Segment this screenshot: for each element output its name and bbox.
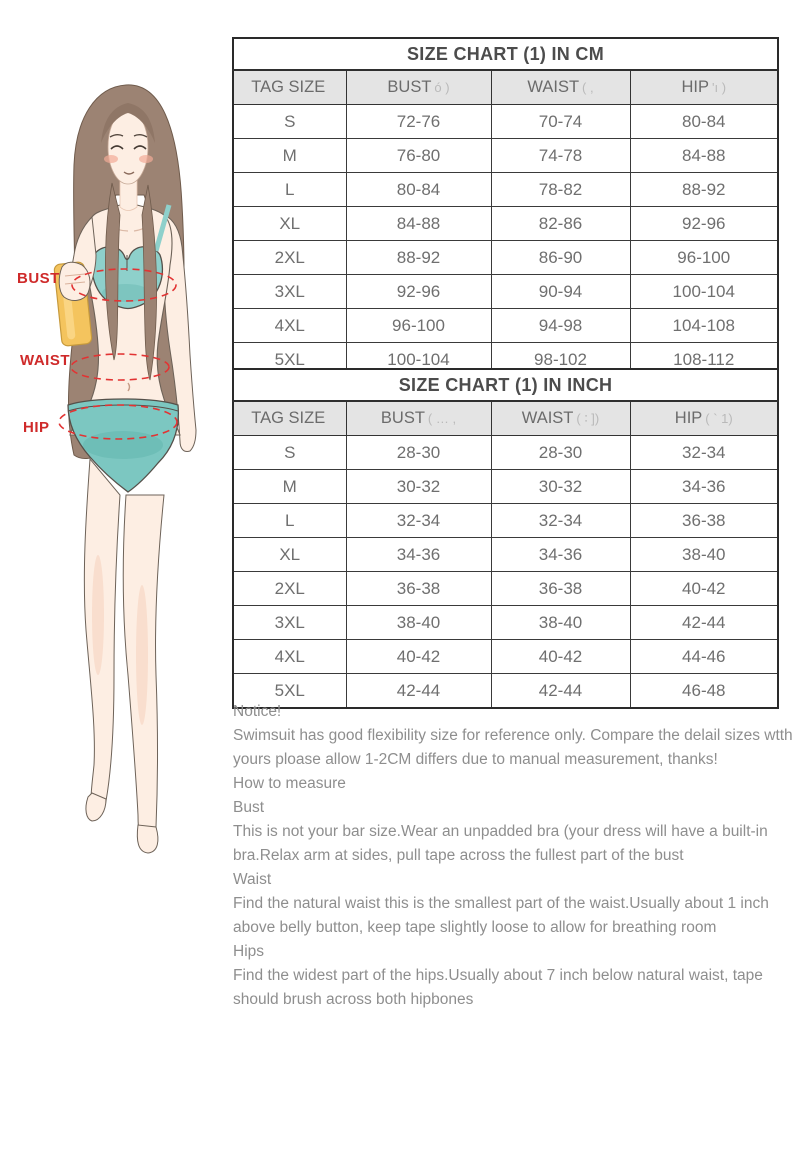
measurement-cell: 32-34 — [346, 504, 491, 538]
erased-text-remnant: ( … , — [427, 411, 457, 426]
model-illustration — [0, 0, 232, 900]
measurement-cell: 78-82 — [491, 173, 630, 207]
notice-line: Bust — [233, 799, 265, 816]
size-row — [233, 309, 778, 343]
column-label: TAG SIZE — [251, 78, 326, 96]
notice-line: yours ploase allow 1-2CM differs due to manual measurement, thanks! — [233, 751, 718, 768]
notice-line: Find the widest part of the hips.Usually about 7 inch below natural waist, tape — [233, 967, 763, 984]
measurement-cell: 42-44 — [491, 674, 630, 709]
tag-size-cell: 2XL — [233, 572, 346, 606]
right-foot — [137, 825, 158, 853]
tag-size-cell: 5XL — [233, 343, 346, 378]
column-label: HIP — [674, 409, 703, 427]
measurement-cell: 74-78 — [491, 139, 630, 173]
measurement-cell: 40-42 — [491, 640, 630, 674]
size-row — [233, 572, 778, 606]
measurement-cell: 98-102 — [491, 343, 630, 378]
measurement-cell: 46-48 — [630, 674, 778, 709]
measurement-cell: 32-34 — [630, 436, 778, 470]
cm-table-title: SIZE CHART (1) IN CM — [233, 38, 778, 70]
notice-line: Notice! — [233, 703, 282, 720]
woman-illustration-graphic — [8, 55, 233, 855]
measurement-cell: 36-38 — [491, 572, 630, 606]
measurement-cell: 92-96 — [346, 275, 491, 309]
leg-shade — [136, 585, 148, 725]
measurement-cell: 100-104 — [630, 275, 778, 309]
measurement-cell: 40-42 — [630, 572, 778, 606]
size-row — [233, 504, 778, 538]
blush-left — [104, 155, 118, 163]
notice-line: Find the natural waist this is the smallest part of the waist.Usually about 1 inch — [233, 895, 769, 912]
erased-text-remnant: ( ` 1) — [705, 411, 733, 426]
tag-size-cell: 4XL — [233, 640, 346, 674]
inch-column-header-bust — [346, 401, 491, 436]
measurement-cell: 30-32 — [491, 470, 630, 504]
measurement-cell: 72-76 — [346, 105, 491, 139]
column-label: WAIST — [521, 409, 574, 427]
left-foot — [86, 793, 106, 821]
notice-line: Waist — [233, 871, 272, 888]
tag-size-cell: L — [233, 173, 346, 207]
measurement-cell: 44-46 — [630, 640, 778, 674]
measurement-cell: 104-108 — [630, 309, 778, 343]
measurement-cell: 88-92 — [630, 173, 778, 207]
cm-column-header-bust — [346, 70, 491, 105]
size-row — [233, 241, 778, 275]
measurement-cell: 36-38 — [630, 504, 778, 538]
measurement-cell: 38-40 — [630, 538, 778, 572]
size-row — [233, 470, 778, 504]
size-row — [233, 606, 778, 640]
tag-size-cell: 3XL — [233, 275, 346, 309]
inch-column-header-waist — [491, 401, 630, 436]
column-label: WAIST — [527, 78, 580, 96]
measurement-cell: 82-86 — [491, 207, 630, 241]
cm-column-header-tag-size — [233, 70, 346, 105]
measurement-cell: 96-100 — [346, 309, 491, 343]
inch-table-title: SIZE CHART (1) IN INCH — [233, 369, 778, 401]
notice-line: Swimsuit has good flexibility size for reference only. Compare the delail sizes wtth — [233, 727, 793, 744]
measurement-cell: 30-32 — [346, 470, 491, 504]
measurement-cell: 40-42 — [346, 640, 491, 674]
measurement-cell: 70-74 — [491, 105, 630, 139]
notice-line: How to measure — [233, 775, 346, 792]
measurement-cell: 34-36 — [491, 538, 630, 572]
measurement-cell: 42-44 — [346, 674, 491, 709]
measurement-cell: 90-94 — [491, 275, 630, 309]
tag-size-cell: XL — [233, 207, 346, 241]
erased-text-remnant: ( , — [582, 80, 594, 95]
measurement-cell: 92-96 — [630, 207, 778, 241]
inch-header-row — [233, 401, 778, 436]
measurement-cell: 42-44 — [630, 606, 778, 640]
size-row — [233, 207, 778, 241]
size-row — [233, 139, 778, 173]
size-row — [233, 173, 778, 207]
measurement-cell: 36-38 — [346, 572, 491, 606]
measurement-cell: 100-104 — [346, 343, 491, 378]
tag-size-cell: 4XL — [233, 309, 346, 343]
measurement-cell: 28-30 — [346, 436, 491, 470]
bikini-shade — [83, 431, 163, 459]
measurement-cell: 38-40 — [491, 606, 630, 640]
measurement-cell: 28-30 — [491, 436, 630, 470]
inch-column-header-hip — [630, 401, 778, 436]
column-label: BUST — [387, 78, 432, 96]
measurement-cell: 88-92 — [346, 241, 491, 275]
measurement-cell: 76-80 — [346, 139, 491, 173]
measurement-cell: 84-88 — [630, 139, 778, 173]
waist-label: WAIST — [20, 352, 70, 369]
size-row — [233, 275, 778, 309]
notice-line: Hips — [233, 943, 265, 960]
tag-size-cell: M — [233, 470, 346, 504]
column-label: BUST — [380, 409, 425, 427]
erased-text-remnant: ó ) — [434, 80, 450, 95]
measurement-cell: 80-84 — [346, 173, 491, 207]
tag-size-cell: S — [233, 105, 346, 139]
bust-label: BUST — [17, 270, 60, 287]
tag-size-cell: XL — [233, 538, 346, 572]
cm-column-header-hip — [630, 70, 778, 105]
tag-size-cell: S — [233, 436, 346, 470]
notice-line: bra.Relax arm at sides, pull tape across the fullest part of the bust — [233, 847, 684, 864]
cm-column-header-waist — [491, 70, 630, 105]
size-row — [233, 436, 778, 470]
measurement-cell: 80-84 — [630, 105, 778, 139]
left-hand — [59, 262, 90, 300]
measurement-cell: 34-36 — [346, 538, 491, 572]
measurement-cell: 38-40 — [346, 606, 491, 640]
measurement-cell: 108-112 — [630, 343, 778, 378]
column-label: HIP — [681, 78, 709, 96]
measurement-cell: 86-90 — [491, 241, 630, 275]
size-row — [233, 538, 778, 572]
notice-text-block — [233, 700, 798, 1012]
column-label: TAG SIZE — [251, 409, 326, 427]
measurement-cell: 94-98 — [491, 309, 630, 343]
measurement-cell: 34-36 — [630, 470, 778, 504]
tag-size-cell: 3XL — [233, 606, 346, 640]
measurement-cell: 84-88 — [346, 207, 491, 241]
blush-right — [139, 155, 153, 163]
size-chart-inch-table — [232, 368, 779, 709]
tag-size-cell: 2XL — [233, 241, 346, 275]
tag-size-cell: 5XL — [233, 674, 346, 709]
size-chart-cm-table — [232, 37, 779, 378]
inch-column-header-tag-size — [233, 401, 346, 436]
size-row — [233, 105, 778, 139]
notice-line: This is not your bar size.Wear an unpadded bra (your dress will have a built-in — [233, 823, 768, 840]
measurement-cell: 32-34 — [491, 504, 630, 538]
cm-header-row — [233, 70, 778, 105]
notice-line: should brush across both hipbones — [233, 991, 474, 1008]
leg-shade — [92, 555, 104, 675]
size-row — [233, 640, 778, 674]
tag-size-cell: M — [233, 139, 346, 173]
measurement-cell: 96-100 — [630, 241, 778, 275]
tag-size-cell: L — [233, 504, 346, 538]
erased-text-remnant: 'ı ) — [711, 80, 727, 95]
notice-line: above belly button, keep tape slightly loose to allow for breathing room — [233, 919, 717, 936]
erased-text-remnant: ( ∶ ]) — [576, 411, 600, 426]
hip-label: HIP — [23, 419, 50, 436]
